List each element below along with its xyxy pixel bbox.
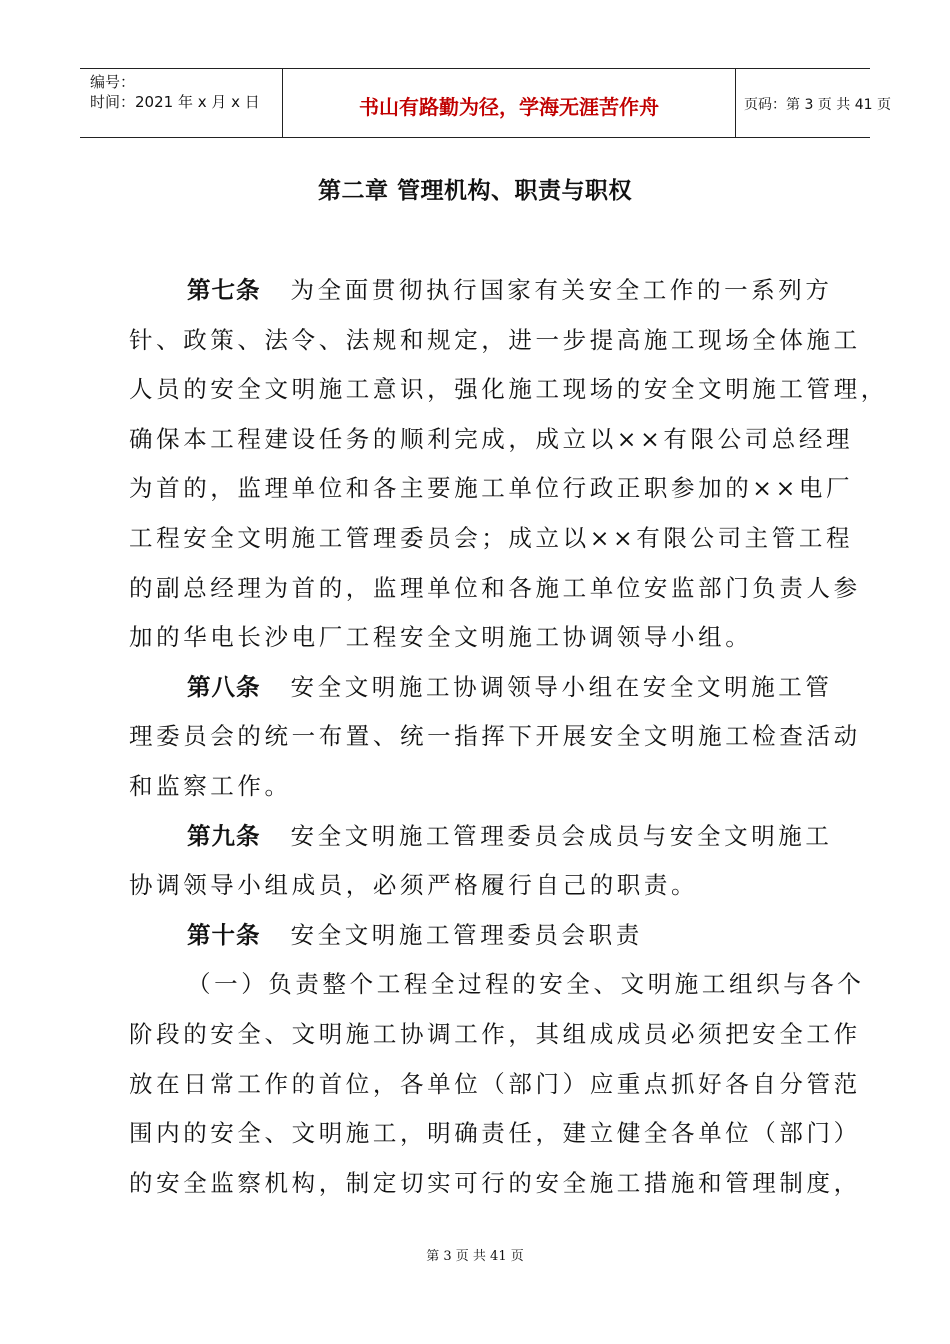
body-line: 阶段的安全、文明施工协调工作，其组成成员必须把安全工作 [129,1019,861,1048]
document-date-label: 时间：2021 年 x 月 x 日 [90,93,260,111]
clause-1-first-line: （一）负责整个工程全过程的安全、文明施工组织与各个 [187,970,865,999]
body-line: 加的华电长沙电厂工程安全文明施工协调领导小组。 [129,623,753,652]
article-8-first-line [129,663,831,713]
header-page-code: 页码：第 3 页 共 41 页 [744,97,891,113]
article-10-first-line [129,911,831,961]
header-meta-cell [80,69,282,137]
body-line: 为首的，监理单位和各主要施工单位行政正职参加的××电厂 [129,474,854,503]
article-9-text: 安全文明施工管理委员会成员与安全文明施工 [290,821,833,850]
article-7-label: 第七条 [187,276,261,304]
article-10-label: 第十条 [187,920,261,949]
body-line: 放在日常工作的首位，各单位（部门）应重点抓好各自分管范 [129,1069,861,1098]
body-line: 工程安全文明施工管理委员会；成立以××有限公司主管工程 [129,523,854,552]
body-line: 人员的安全文明施工意识，强化施工现场的安全文明施工管理， [129,375,888,404]
article-9-label: 第九条 [187,821,261,850]
article-7-first-line [129,266,831,316]
body-line: 围内的安全、文明施工，明确责任，建立健全各单位（部门） [129,1119,861,1148]
page-footer: 第 3 页 共 41 页 [426,1249,524,1264]
article-8-text: 安全文明施工协调领导小组在安全文明施工管 [290,672,833,701]
document-number-label: 编号： [90,73,136,91]
article-10-text: 安全文明施工管理委员会职责 [290,920,643,949]
body-line: 理委员会的统一布置、统一指挥下开展安全文明施工检查活动 [129,722,861,751]
document-body [129,266,888,1208]
body-line: 的副总经理为首的，监理单位和各施工单位安监部门负责人参 [129,573,861,602]
header-motto-cell [282,69,736,137]
article-7-text: 为全面贯彻执行国家有关安全工作的一系列方 [290,276,833,304]
body-line: 和监察工作。 [129,771,292,800]
chapter-title: 第二章 管理机构、职责与职权 [317,178,632,204]
header-motto: 书山有路勤为径，学海无涯苦作舟 [359,95,659,119]
body-line: 针、政策、法令、法规和规定，进一步提高施工现场全体施工 [129,325,861,354]
article-8-label: 第八条 [187,672,261,701]
header-page-cell [736,69,891,137]
body-line: 协调领导小组成员，必须严格履行自己的职责。 [129,871,699,900]
article-9-first-line [129,812,831,862]
body-line: 确保本工程建设任务的顺利完成，成立以××有限公司总经理 [129,424,854,453]
body-line: 的安全监察机构，制定切实可行的安全施工措施和管理制度， [129,1168,861,1197]
header-table [80,68,891,138]
